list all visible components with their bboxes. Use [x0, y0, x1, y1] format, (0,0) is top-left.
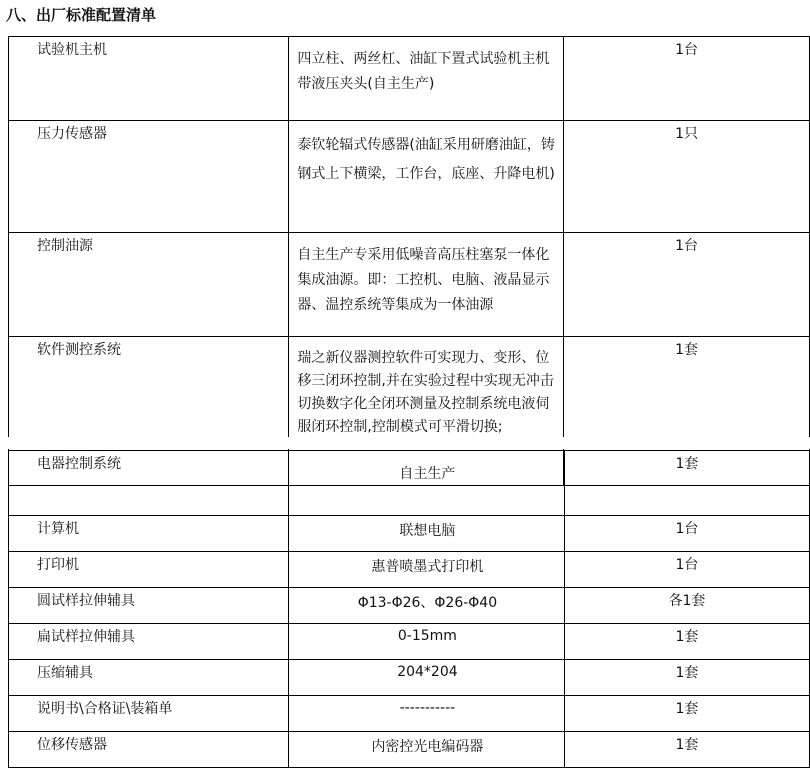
item-name: 计算机 [9, 516, 289, 552]
table-row [9, 451, 810, 516]
item-quantity: 各1套 [564, 588, 809, 624]
table-row [9, 588, 810, 624]
item-description: 0-15mm [288, 624, 564, 660]
item-name: 位移传感器 [9, 732, 289, 768]
table-row [9, 516, 810, 552]
table-row [9, 624, 810, 660]
item-quantity: 1套 [564, 451, 809, 516]
item-name: 控制油源 [9, 233, 289, 337]
item-description: ----------- [288, 696, 564, 732]
item-description: 联想电脑 [288, 516, 564, 552]
item-quantity: 1台 [564, 516, 809, 552]
item-name: 打印机 [9, 552, 289, 588]
item-name: 软件测控系统 [9, 337, 289, 486]
table-row [9, 732, 810, 768]
item-name: 说明书\合格证\装箱单 [9, 696, 289, 732]
section-title: 八、出厂标准配置清单 [6, 6, 157, 24]
table-row [9, 696, 810, 732]
item-quantity: 1套 [564, 732, 809, 768]
item-name: 压力传感器 [9, 121, 289, 233]
item-description: 204*204 [288, 660, 564, 696]
item-quantity: 1套 [564, 660, 809, 696]
item-name: 圆试样拉伸辅具 [9, 588, 289, 624]
item-description: 惠普喷墨式打印机 [288, 552, 564, 588]
item-quantity: 1台 [564, 552, 809, 588]
table-row [9, 121, 810, 233]
item-name: 电器控制系统 [9, 451, 289, 516]
item-description: 四立柱、两丝杠、油缸下置式试验机主机带液压夹头(自主生产) [289, 37, 564, 121]
table-row [9, 233, 810, 337]
item-description: 泰钦轮辐式传感器(油缸采用研磨油缸，铸钢式上下横梁，工作台，底座、升降电机) [289, 121, 564, 233]
item-name: 扁试样拉伸辅具 [9, 624, 289, 660]
table-row [9, 660, 810, 696]
item-quantity: 1台 [564, 37, 810, 121]
item-description: 自主生产 [288, 451, 564, 516]
item-quantity: 1只 [564, 121, 810, 233]
item-description: 自主生产专采用低噪音高压柱塞泵一体化集成油源。即：工控机、电脑、液晶显示器、温控系统等集成为一体油源 [289, 233, 564, 337]
table-row [9, 37, 810, 121]
item-quantity: 1套 [564, 696, 809, 732]
table-row [9, 552, 810, 588]
item-description: 内密控光电编码器 [288, 732, 564, 768]
item-quantity: 1套 [564, 624, 809, 660]
item-description: 瑞之新仪器测控软件可实现力、变形、位移三闭环控制,并在实验过程中实现无冲击切换数字化全闭环测量及控制系统电液伺服闭环控制,控制模式可平滑切换; [289, 337, 564, 486]
config-table-top [8, 36, 810, 486]
config-table-bottom [8, 450, 810, 768]
item-quantity: 1套 [564, 337, 810, 486]
page-break-gap [0, 437, 810, 449]
item-name: 试验机主机 [9, 37, 289, 121]
item-description: Φ13-Φ26、Φ26-Φ40 [288, 588, 564, 624]
item-name: 压缩辅具 [9, 660, 289, 696]
item-quantity: 1台 [564, 233, 810, 337]
